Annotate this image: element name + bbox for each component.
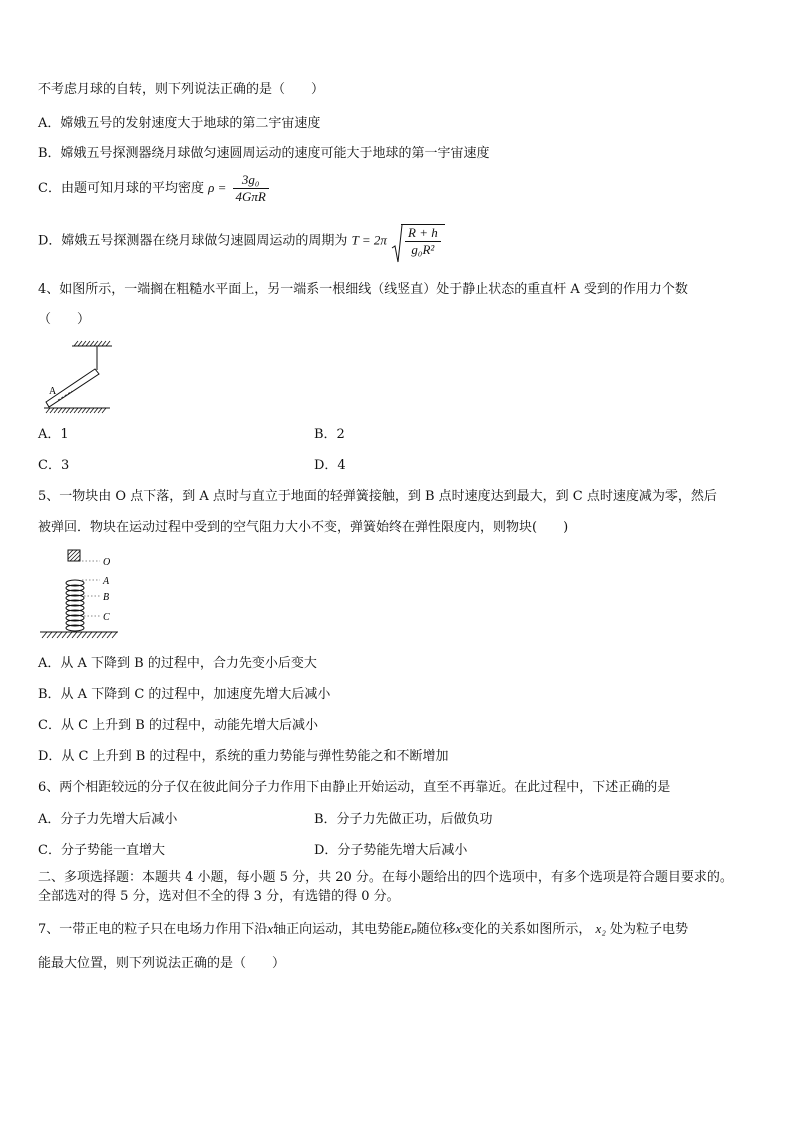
q3-option-d-denominator: g₀R²	[411, 242, 435, 257]
q3-option-c-numerator: 3g₀	[233, 172, 269, 189]
q4-option-b: B．2	[314, 427, 345, 442]
q3-option-c-text: C．由题可知月球的平均密度	[38, 181, 204, 196]
q3-option-d-fraction	[405, 225, 441, 258]
q4-figure-label-a: A	[49, 386, 57, 397]
section2-heading-line2: 全部选对的得 5 分，选对但不全的得 3 分，有选错的得 0 分。	[38, 889, 400, 904]
q5-option-c: C．从 C 上升到 B 的过程中，动能先增大后减小	[38, 718, 318, 733]
q3-option-c	[38, 172, 271, 205]
sqrt-sign-icon	[391, 224, 403, 264]
q3-option-c-denominator: 4GπR	[235, 189, 266, 204]
q5-figure-label-a: A	[103, 576, 110, 587]
q6-option-a: A．分子力先增大后减小	[38, 812, 178, 827]
q3-option-d-sqrt	[391, 224, 445, 258]
q6-option-b: B．分子力先做正功，后做负功	[314, 812, 493, 827]
q7-stem-part5: 处为粒子电势	[609, 922, 688, 937]
q3-option-c-fraction	[233, 172, 269, 205]
q5-figure-label-c: C	[103, 612, 110, 623]
q4-stem: 4、如图所示，一端搁在粗糙水平面上，另一端系一根细线（线竖直）处于静止状态的重直杆 A 受到的作用力个数	[38, 282, 688, 297]
q5-option-b: B．从 A 下降到 C 的过程中，加速度先增大后减小	[38, 687, 331, 702]
q4-option-c: C．3	[38, 458, 70, 473]
q5-stem-line1: 5、一物块由 O 点下落，到 A 点时与直立于地面的轻弹簧接触，到 B 点时速度达到最大，到 C 点时速度减为零，然后	[38, 489, 717, 504]
q5-figure-label-o: O	[103, 557, 111, 568]
q7-var-x: x	[267, 921, 274, 936]
q7-var-ep: Eₚ	[403, 921, 417, 936]
q7-stem-part1: 7、一带正电的粒子只在电场力作用下沿	[38, 922, 268, 937]
q3-option-a: A．嫦娥五号的发射速度大于地球的第二宇宙速度	[38, 116, 321, 131]
q3-option-b: B．嫦娥五号探测器绕月球做匀速圆周运动的速度可能大于地球的第一宇宙速度	[38, 146, 490, 161]
q7-stem-part2: 轴正向运动，其电势能	[273, 922, 404, 937]
section2-heading-line1: 二、多项选择题：本题共 4 小题，每小题 5 分，共 20 分。在每小题给出的四个选项中，有多个选项是符合题目要求的。	[38, 870, 733, 885]
q4-rod-figure	[40, 340, 120, 415]
q5-figure-label-b: B	[103, 592, 110, 603]
q4-paren: （ ）	[38, 312, 91, 327]
q7-var-x-2: x	[455, 921, 462, 936]
q6-option-c: C．分子势能一直增大	[38, 843, 165, 858]
q6-stem: 6、两个相距较远的分子仅在彼此间分子力作用下由静止开始运动，直至不再靠近。在此过程中，下述正确的是	[38, 780, 671, 795]
q7-stem-line1	[38, 920, 688, 939]
q3-option-d-numerator: R + h	[405, 225, 441, 242]
q5-option-a: A．从 A 下降到 B 的过程中，合力先变小后变大	[38, 656, 317, 671]
q7-var-x2: x₂	[595, 921, 606, 936]
q4-option-d: D．4	[314, 458, 346, 473]
q3-option-d-text: D．嫦娥五号探测器在绕月球做匀速圆周运动的周期为	[38, 233, 348, 249]
q4-option-a: A．1	[38, 427, 69, 442]
q3-option-d	[38, 224, 445, 258]
q3-option-d-lhs: T = 2π	[351, 232, 387, 248]
q5-spring-figure	[38, 546, 128, 642]
q3-option-c-lhs: ρ =	[208, 180, 227, 195]
q5-option-d: D．从 C 上升到 B 的过程中，系统的重力势能与弹性势能之和不断增加	[38, 749, 449, 764]
q5-stem-line2: 被弹回．物块在运动过程中受到的空气阻力大小不变，弹簧始终在弹性限度内，则物块( )	[38, 520, 569, 535]
q7-stem-part4: 变化的关系如图所示，	[461, 922, 592, 937]
q6-option-d: D．分子势能先增大后减小	[314, 843, 468, 858]
q7-stem-line2: 能最大位置，则下列说法正确的是（ ）	[38, 956, 286, 971]
q3-stem: 不考虑月球的自转，则下列说法正确的是（ ）	[38, 82, 325, 97]
q7-stem-part3: 随位移	[416, 922, 456, 937]
